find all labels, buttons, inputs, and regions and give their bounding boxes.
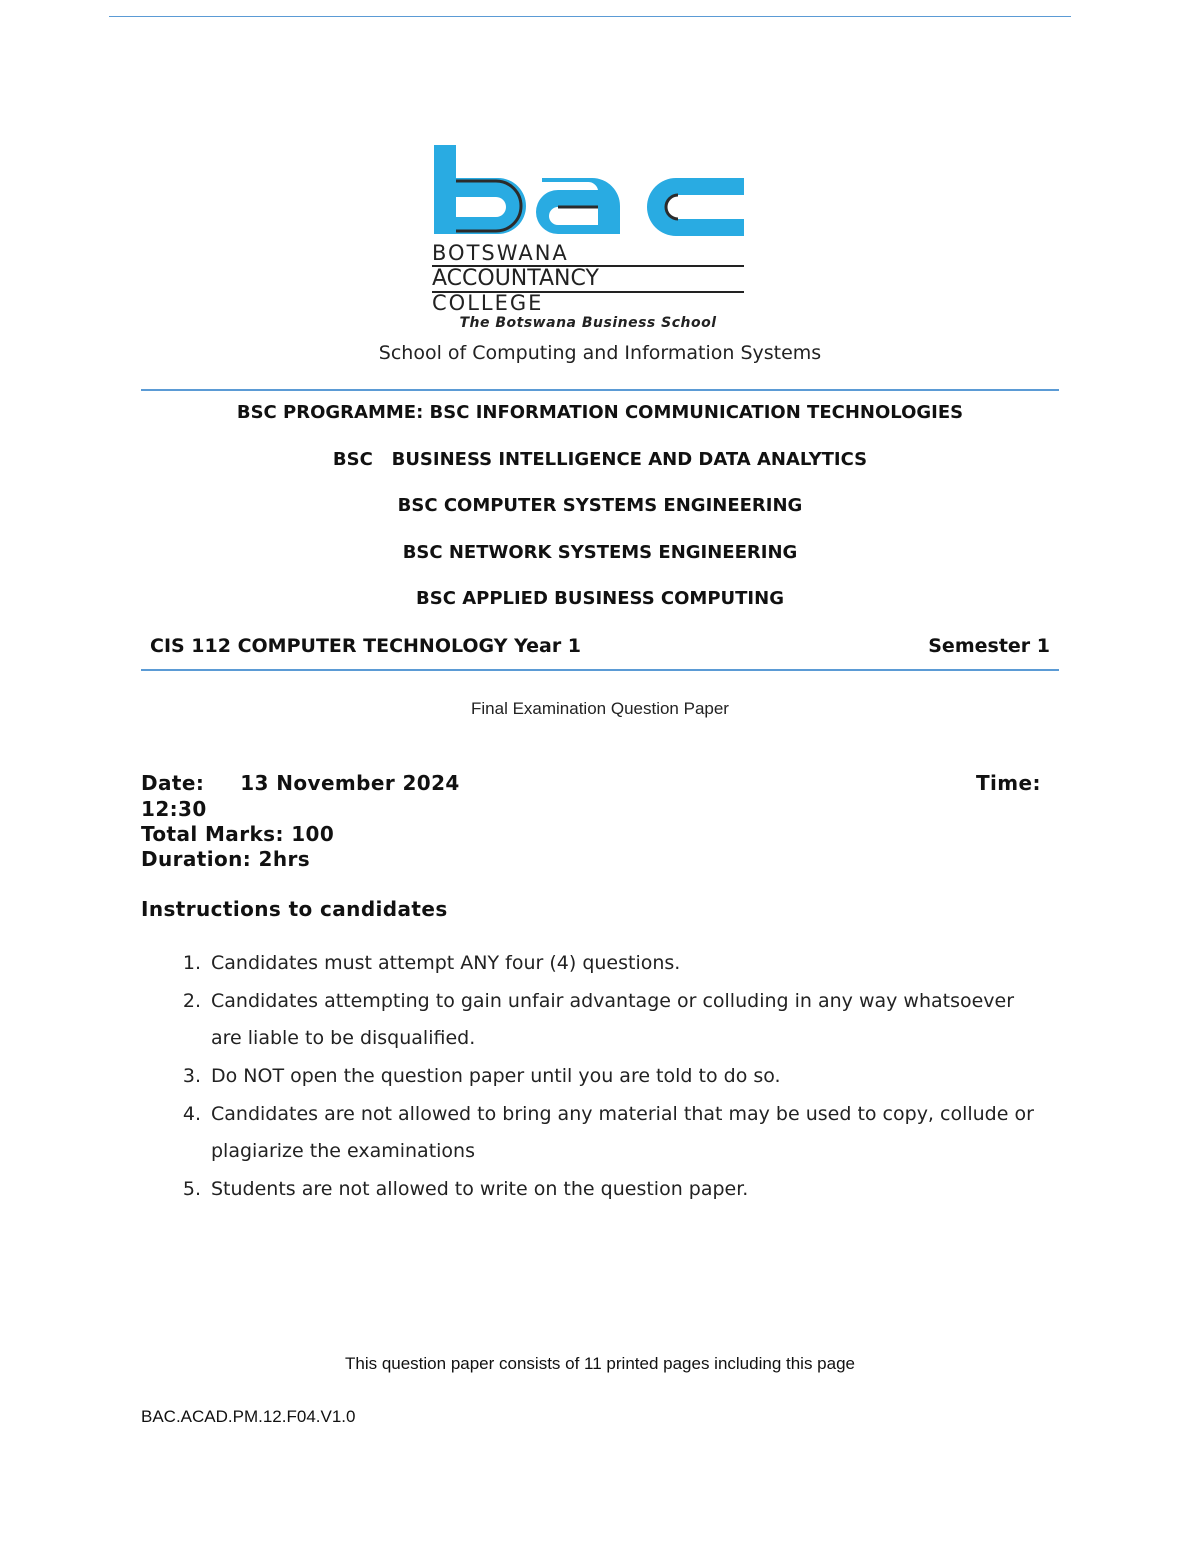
logo-tagline: The Botswana Business School [459,315,717,331]
header-rule [109,16,1071,17]
list-item: 5. Students are not allowed to write on the question paper. [182,1178,749,1200]
instructions-title: Instructions to candidates [141,897,448,921]
school-name: School of Computing and Information Systems [378,342,822,364]
logo-college: COLLEGE [432,291,544,315]
semester: Semester 1 [928,635,1050,657]
instructions-list [150,945,1050,1209]
bac-wordmark [430,145,750,237]
programme-line: BSC APPLIED BUSINESS COMPUTING [416,588,784,609]
logo-accountancy: ACCOUNTANCY [432,266,599,291]
date-value: 13 November 2024 [240,771,460,795]
logo-botswana: BOTSWANA [432,241,569,265]
time-label: Time: [976,771,1041,795]
total-marks: Total Marks: 100 [141,822,335,846]
programme-line: BSC COMPUTER SYSTEMS ENGINEERING [397,495,803,516]
date-label: Date: [141,771,205,795]
programme-line: BSC PROGRAMME: BSC INFORMATION COMMUNICATION TECHNOLOGIES [236,402,964,423]
college-logo [430,145,750,335]
section-rule [141,669,1059,671]
programme-line: BSC BUSINESS INTELLIGENCE AND DATA ANALYTICS [332,449,868,470]
list-item: 2. Candidates attempting to gain unfair advantage or colluding in any way whatsoever are liable to be disqualified. [182,990,1015,1049]
list-item: 3. Do NOT open the question paper until you are told to do so. [182,1065,781,1087]
list-item: 1. Candidates must attempt ANY four (4) questions. [182,952,681,974]
page-count-note: This question paper consists of 11 printed pages including this page [344,1354,855,1373]
duration: Duration: 2hrs [141,847,311,871]
programme-line: BSC NETWORK SYSTEMS ENGINEERING [402,542,798,563]
course-row [150,635,1050,657]
course-title: CIS 112 COMPUTER TECHNOLOGY Year 1 [150,635,582,657]
document-code: BAC.ACAD.PM.12.F04.V1.0 [141,1407,356,1426]
paper-type: Final Examination Question Paper [471,699,729,718]
time-value: 12:30 [141,797,207,821]
section-rule [141,389,1059,391]
list-item: 4. Candidates are not allowed to bring any material that may be used to copy, collude or plagiarize the examinations [182,1103,1034,1162]
exam-date [141,771,460,795]
